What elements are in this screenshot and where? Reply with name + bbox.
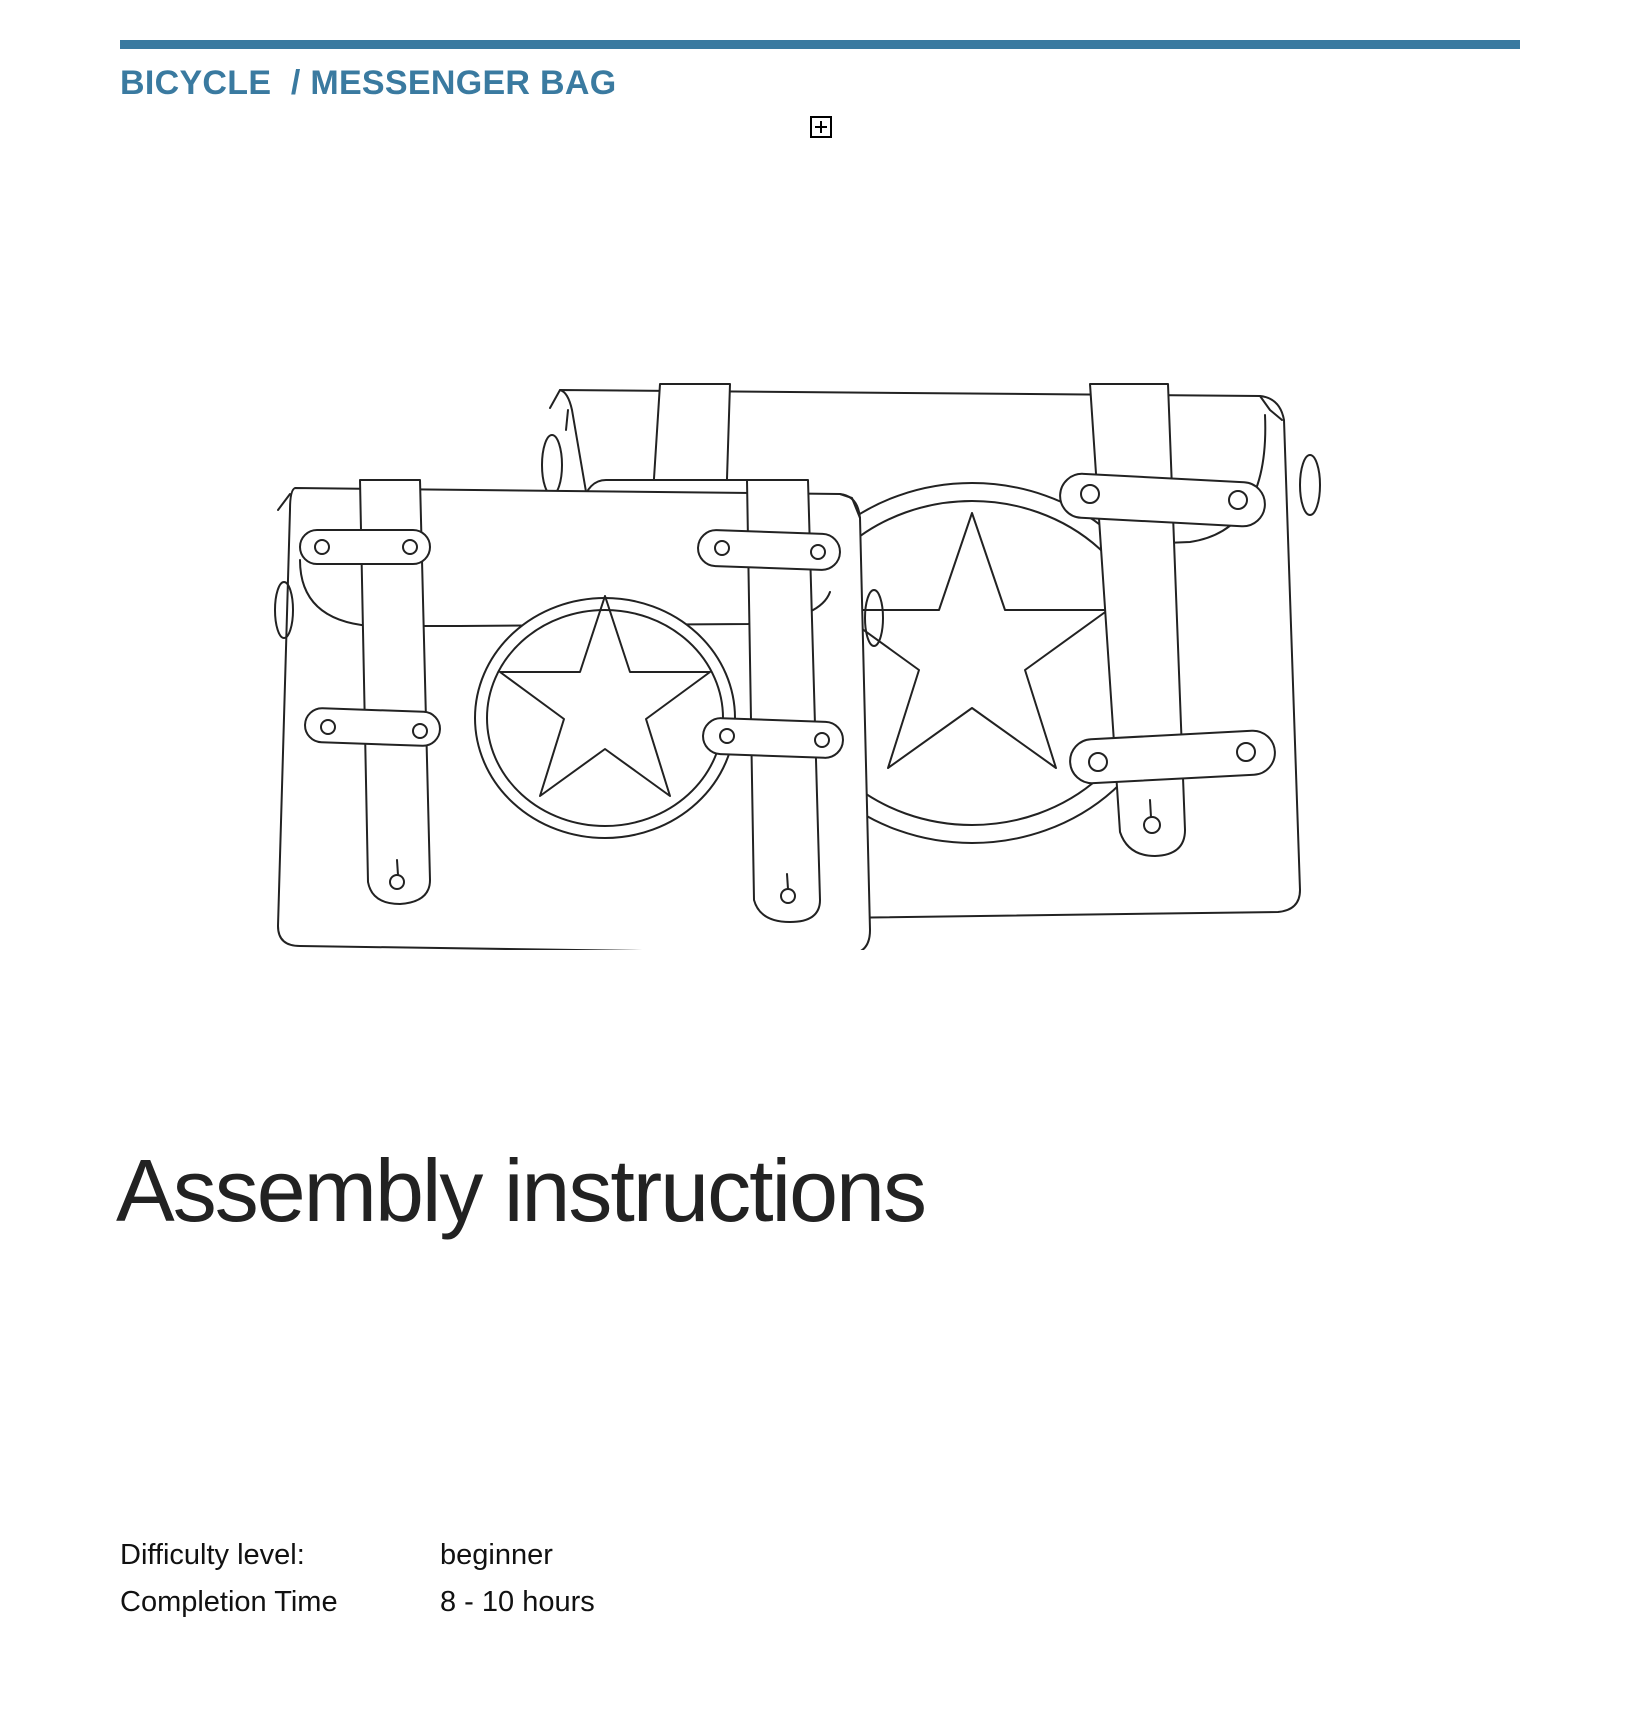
document-header-title: BICYCLE / MESSENGER BAG (120, 64, 617, 102)
spec-label: Difficulty level: (120, 1539, 305, 1571)
specs-table (120, 1532, 595, 1626)
spec-row-difficulty (120, 1532, 595, 1579)
header-rule (120, 40, 1520, 49)
spec-value: beginner (440, 1539, 553, 1571)
spec-label: Completion Time (120, 1586, 338, 1618)
page-title: Assembly instructions (116, 1141, 925, 1240)
messenger-bags-illustration (260, 370, 1420, 950)
square-plus-icon[interactable] (810, 116, 832, 138)
front-bag-drawing (275, 480, 883, 950)
spec-value: 8 - 10 hours (440, 1586, 595, 1618)
spec-row-completion-time (120, 1579, 595, 1626)
